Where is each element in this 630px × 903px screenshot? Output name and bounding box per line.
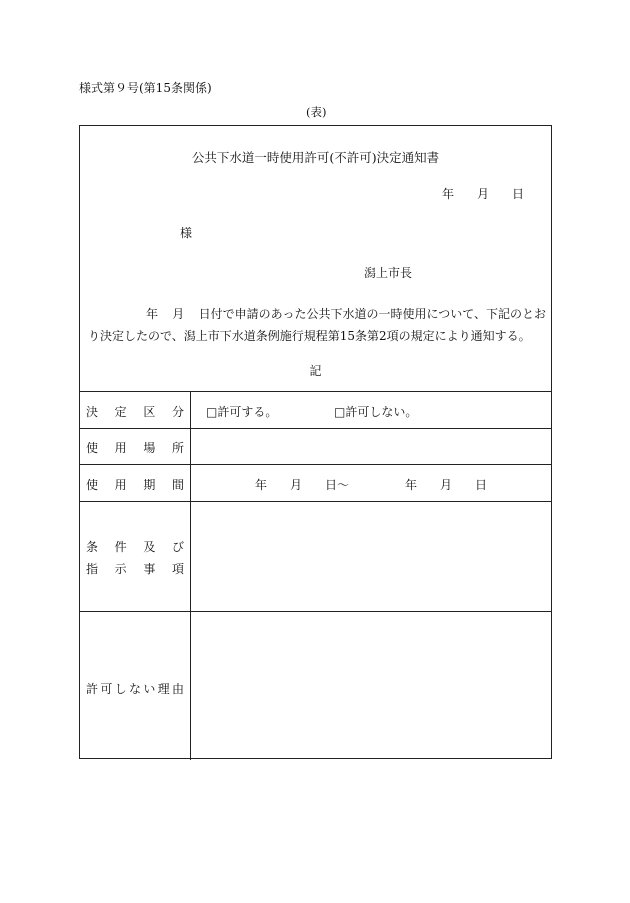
conditions-label-char: 及 — [143, 540, 156, 554]
period-label-char: 期 — [143, 478, 156, 492]
ki-heading: 記 — [309, 364, 322, 378]
period-start-month: 月 — [290, 478, 303, 492]
conditions-label-char: 条 — [86, 540, 99, 554]
decision-label-char: 決 — [86, 405, 99, 419]
body-text-rest: 日付で申請のあった公共下水道の一時使用について、下記のとお — [198, 307, 546, 321]
conditions-label-char: 示 — [114, 562, 127, 576]
period-end-day: 日 — [475, 478, 488, 492]
conditions-label-char: 事 — [143, 562, 156, 576]
location-field[interactable] — [191, 429, 552, 464]
reason-label-char: な — [128, 682, 141, 696]
face-label: (表) — [306, 105, 327, 119]
reason-field[interactable] — [191, 612, 552, 758]
permit-checkbox-option[interactable]: □許可する。 — [206, 405, 278, 419]
conditions-field[interactable] — [191, 502, 552, 611]
reason-label-char: い — [143, 682, 156, 696]
form-number: 様式第９号(第15条関係) — [79, 81, 212, 95]
conditions-label-char: 項 — [171, 562, 184, 576]
conditions-label-line-1 — [86, 538, 184, 555]
reason-label-char: 許 — [86, 682, 99, 696]
deny-checkbox-option[interactable]: □許可しない。 — [334, 405, 418, 419]
table-top-rule — [80, 391, 551, 392]
body-month: 月 — [172, 307, 185, 321]
decision-label-char: 分 — [171, 405, 184, 419]
date-year: 年 — [442, 187, 455, 201]
period-end-year: 年 — [405, 478, 418, 492]
location-label-char: 場 — [143, 441, 156, 455]
location-label-char: 所 — [171, 441, 184, 455]
reason-label — [86, 680, 184, 697]
issue-date — [442, 185, 524, 202]
location-label-char: 用 — [114, 441, 127, 455]
addressee-honorific: 様 — [180, 226, 193, 240]
notice-form — [79, 125, 552, 759]
period-label-char: 使 — [86, 478, 99, 492]
issuer-name: 潟上市長 — [364, 266, 413, 280]
period-end-month: 月 — [440, 478, 453, 492]
period-field[interactable] — [255, 476, 487, 493]
body-text-line-1 — [146, 305, 546, 322]
decision-label-char: 区 — [143, 405, 156, 419]
period-label-char: 間 — [171, 478, 184, 492]
reason-label-char: し — [114, 682, 127, 696]
document-title: 公共下水道一時使用許可(不許可)決定通知書 — [191, 150, 440, 165]
body-year: 年 — [146, 307, 159, 321]
reason-label-char: 由 — [171, 682, 184, 696]
date-month: 月 — [476, 187, 489, 201]
conditions-label-char: 指 — [86, 562, 99, 576]
period-label — [86, 476, 184, 493]
row-divider-2 — [80, 464, 551, 465]
location-label-char: 使 — [86, 441, 99, 455]
conditions-label-char: び — [171, 540, 184, 554]
date-day: 日 — [511, 187, 524, 201]
conditions-label-char: 件 — [114, 540, 127, 554]
reason-label-char: 可 — [100, 682, 113, 696]
period-start-year: 年 — [255, 478, 268, 492]
location-label — [86, 439, 184, 456]
decision-label — [86, 403, 184, 420]
decision-label-char: 定 — [114, 405, 127, 419]
conditions-label-line-2 — [86, 560, 184, 577]
period-label-char: 用 — [114, 478, 127, 492]
period-start-day: 日～ — [325, 478, 350, 492]
body-text-line-2: り決定したので、潟上市下水道条例施行規程第15条第2項の規定により通知する。 — [88, 329, 531, 343]
reason-label-char: 理 — [157, 682, 170, 696]
